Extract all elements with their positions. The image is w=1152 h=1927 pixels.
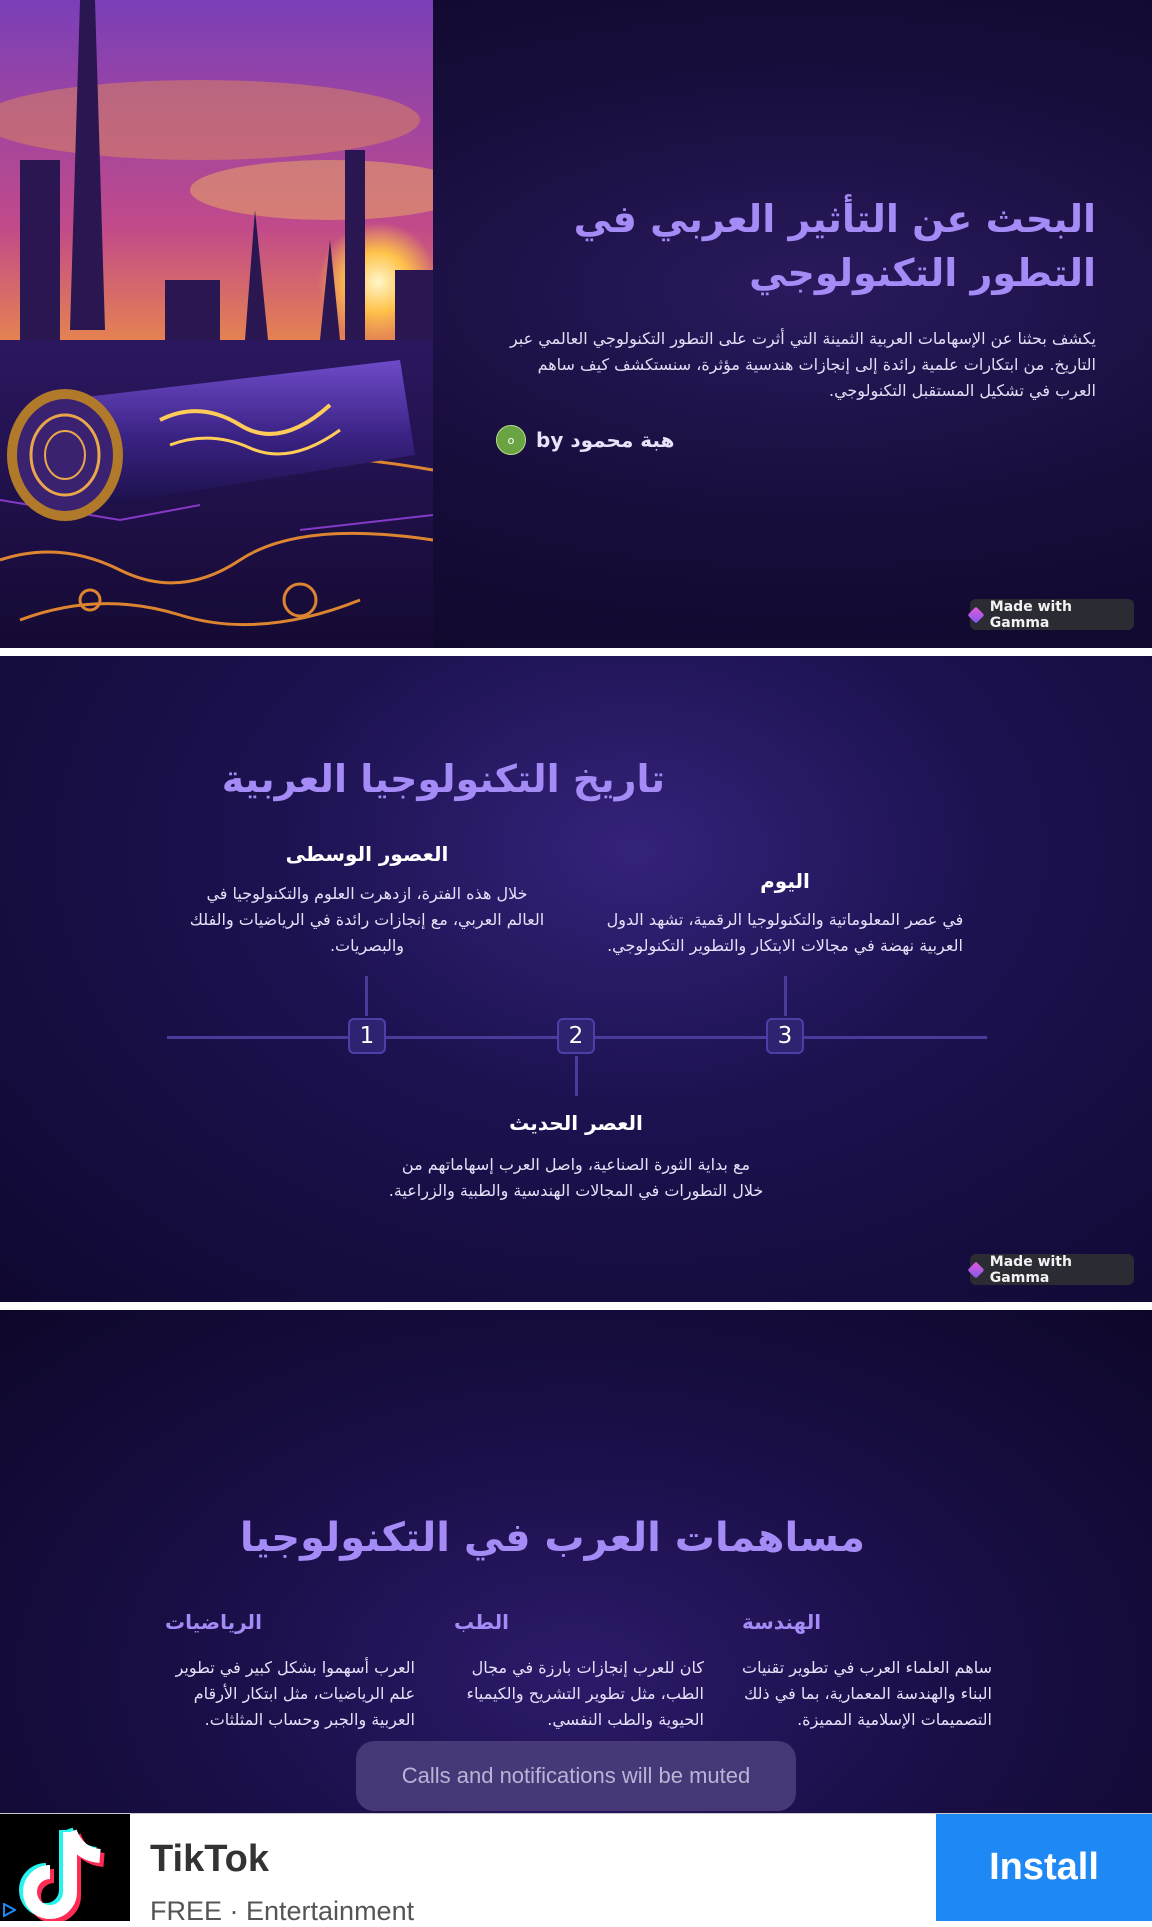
slide-title: تاريخ التكنولوجيا العربية — [221, 757, 665, 801]
column-heading-engineering: الهندسة — [742, 1610, 822, 1634]
avatar: o — [496, 425, 526, 455]
timeline-connector-1 — [365, 976, 368, 1016]
column-heading-math: الرياضيات — [165, 1610, 262, 1634]
badge-label: Made with Gamma — [989, 1253, 1072, 1286]
author-line — [496, 425, 674, 455]
slide-intro-text: يكشف بحثنا عن الإسهامات العربية الثمينة التي أثرت على التطور التكنولوجي العالمي عبر التاريخ. من ابتكارات علمية رائدة إلى إنجازات هندسية مؤثرة، سنستكشف كيف ساهم العرب في تشكيل المستقبل التكنولوجي. — [509, 329, 1096, 400]
ad-app-name[interactable]: TikTok — [150, 1838, 269, 1880]
notification-toast: Calls and notifications will be muted — [356, 1741, 796, 1811]
timeline-node-1: 1 — [348, 1018, 386, 1054]
ad-choices-icon[interactable] — [2, 1903, 16, 1917]
timeline-heading-3: اليوم — [760, 869, 810, 893]
tiktok-logo-icon[interactable] — [0, 1814, 130, 1921]
timeline-node-3: 3 — [766, 1018, 804, 1054]
timeline-text-1: خلال هذه الفترة، ازدهرت العلوم والتكنولوجيا في العالم العربي، مع إنجازات رائدة في الرياضيات والفلك والبصريات. — [189, 884, 545, 955]
install-button[interactable]: Install — [936, 1814, 1152, 1921]
slide-history — [0, 656, 1152, 1302]
author-name: by هبة محمود — [536, 428, 675, 452]
timeline-heading-1: العصور الوسطى — [285, 842, 449, 866]
made-with-gamma-badge[interactable] — [970, 1254, 1134, 1285]
timeline-text-3: في عصر المعلوماتية والتكنولوجيا الرقمية، تشهد الدول العربية نهضة في مجالات الابتكار والتطوير التكنولوجي. — [606, 910, 964, 955]
gamma-logo-icon — [967, 1261, 984, 1278]
gamma-logo-icon — [967, 606, 984, 623]
hero-image — [0, 0, 433, 648]
column-text-engineering: ساهم العلماء العرب في تطوير تقنيات البناء والهندسة المعمارية، بما في ذلك التصميمات الإسلامية المميزة. — [742, 1658, 992, 1729]
slide-cover — [0, 0, 1152, 648]
badge-label: Made with Gamma — [989, 598, 1072, 631]
slide-title: مساهمات العرب في التكنولوجيا — [239, 1515, 865, 1561]
ad-banner[interactable] — [0, 1813, 1152, 1926]
timeline-heading-2: العصر الحديث — [509, 1111, 643, 1135]
column-text-math: العرب أسهموا بشكل كبير في تطوير علم الرياضيات، مثل ابتكار الأرقام العربية والجبر وحساب المثلثات. — [175, 1658, 415, 1729]
column-text-medicine: كان للعرب إنجازات بارزة في مجال الطب، مثل تطوير التشريح والكيمياء الحيوية والطب النفسي. — [466, 1658, 704, 1729]
slide-title: البحث عن التأثير العربي في التطور التكنولوجي — [573, 197, 1096, 295]
column-heading-medicine: الطب — [454, 1610, 510, 1634]
timeline-text-2: مع بداية الثورة الصناعية، واصل العرب إسهاماتهم من خلال التطورات في المجالات الهندسية والطبية والزراعية. — [388, 1155, 764, 1200]
made-with-gamma-badge[interactable] — [970, 599, 1134, 630]
timeline-connector-3 — [784, 976, 787, 1016]
timeline-connector-2 — [575, 1056, 578, 1096]
timeline-node-2: 2 — [557, 1018, 595, 1054]
ad-app-category: FREE · Entertainment — [150, 1896, 415, 1926]
